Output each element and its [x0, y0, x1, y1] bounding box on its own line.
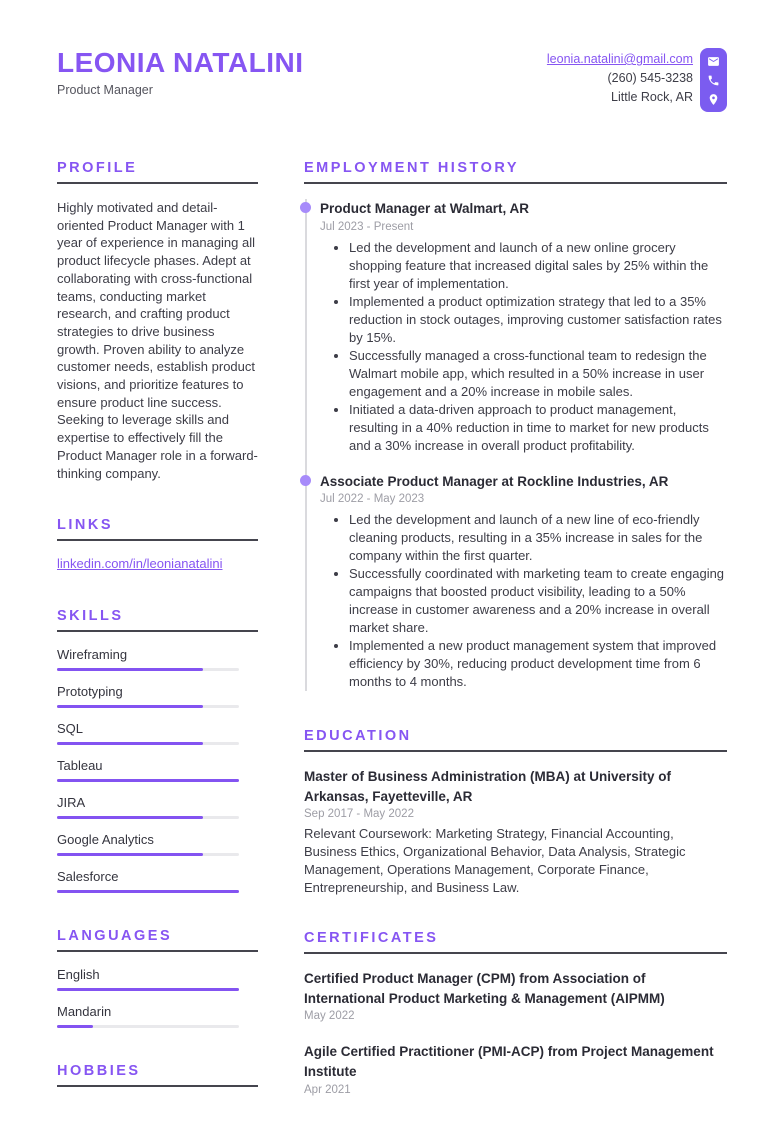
job-title: Product Manager at Walmart, AR [320, 201, 530, 216]
certificate-title: Agile Certified Practitioner (PMI-ACP) from Project Management Institute [304, 1044, 714, 1079]
skill-item [57, 758, 258, 782]
section-links [57, 517, 258, 573]
certificate-title: Certified Product Manager (CPM) from Association of International Product Marketing & Management (AIPMM) [304, 971, 665, 1006]
section-profile [57, 160, 258, 482]
section-education [304, 728, 727, 897]
skill-name: JIRA [57, 795, 86, 811]
job-bullet-list [320, 511, 727, 691]
job-dates: Jul 2022 - May 2023 [320, 493, 425, 506]
contact-icon-bar [700, 48, 727, 112]
job-entry [320, 199, 727, 455]
skill-name: Google Analytics [57, 832, 154, 848]
skill-item [57, 869, 258, 893]
job-bullet: • Successfully managed a cross-functional team to redesign the Walmart mobile app, which resulted in a 50% increase in user engagement and a 20% increase in mobile sales. [349, 347, 727, 401]
skill-bar-track [57, 890, 239, 893]
job-title: Associate Product Manager at Rockline Industries, AR [320, 473, 669, 489]
contact-phone: (260) 545-3238 [607, 71, 693, 85]
location-icon [707, 93, 720, 106]
left-column [57, 160, 258, 1131]
job-bullet-list [320, 239, 727, 455]
contact-location: Little Rock, AR [611, 90, 693, 104]
skill-bar-fill [57, 890, 239, 893]
certificates-heading: CERTIFICATES [304, 930, 727, 954]
languages-heading: LANGUAGES [57, 928, 258, 952]
profile-heading: PROFILE [57, 160, 258, 184]
skill-bar-track [57, 668, 239, 671]
language-item [57, 967, 258, 991]
section-employment [304, 160, 727, 691]
job-bullet: • Successfully coordinated with marketing team to create engaging campaigns that boosted product visibility, leading to a 50% increase in customer awareness and a 20% increase in overall market share. [349, 565, 727, 637]
link-item [57, 556, 258, 573]
education-title: Master of Business Administration (MBA) at University of Arkansas, Fayetteville, AR [304, 769, 672, 804]
language-bar-track [57, 988, 239, 991]
skill-item [57, 721, 258, 745]
timeline-dot-icon [300, 475, 311, 486]
education-dates: Sep 2017 - May 2022 [304, 808, 414, 821]
job-entry [320, 472, 727, 692]
skill-name: Prototyping [57, 684, 123, 700]
contact-block [547, 48, 727, 112]
certificate-entry [304, 969, 727, 1022]
job-dates: Jul 2023 - Present [320, 220, 414, 233]
language-item [57, 1004, 258, 1028]
job-bullet: • Led the development and launch of a new line of eco-friendly cleaning products, resulting in a 35% increase in sales for the company within the first quarter. [349, 511, 727, 565]
skill-item [57, 832, 258, 856]
email-link[interactable]: leonia.natalini@gmail.com [546, 52, 693, 66]
job-bullet: • Initiated a data-driven approach to product management, resulting in a 40% reduction in time to market for new products and a 30% increase in overall product profitability. [349, 401, 727, 455]
phone-icon [707, 74, 720, 87]
education-heading: EDUCATION [304, 728, 727, 752]
skills-heading: SKILLS [57, 608, 258, 632]
header [57, 48, 727, 112]
identity-block [57, 48, 304, 97]
content-columns [57, 160, 727, 1131]
job-bullet: • Led the development and launch of a new online grocery shopping feature that increased digital sales by 25% within the first year of implementation. [349, 239, 727, 293]
person-name: LEONIA NATALINI [57, 47, 304, 78]
skill-name: Wireframing [57, 647, 128, 663]
hobbies-heading: HOBBIES [57, 1063, 258, 1087]
education-description: Relevant Coursework: Marketing Strategy, Financial Accounting, Business Ethics, Organizational Behavior, Data Analysis, Strategic Management, Operations Management, Corporate Finance, Entrepreneurship, and Business Law. [304, 826, 686, 896]
skill-bar-fill [57, 668, 203, 671]
skill-bar-fill [57, 853, 203, 856]
contact-lines [547, 48, 693, 107]
skill-item [57, 795, 258, 819]
skill-bar-track [57, 853, 239, 856]
skill-bar-track [57, 779, 239, 782]
section-skills [57, 608, 258, 893]
skill-bar-track [57, 816, 239, 819]
certificate-dates: Apr 2021 [304, 1083, 351, 1096]
skill-name: Salesforce [57, 869, 119, 885]
mail-icon [707, 55, 720, 68]
skill-item [57, 647, 258, 671]
links-heading: LINKS [57, 517, 258, 541]
skill-bar-fill [57, 705, 203, 708]
education-entry [304, 767, 727, 897]
language-bar-fill [57, 1025, 93, 1028]
skill-name: SQL [57, 721, 84, 737]
skill-item [57, 684, 258, 708]
skill-name: Tableau [57, 758, 103, 774]
person-job-title: Product Manager [57, 83, 153, 98]
job-bullet: • Implemented a new product management system that improved efficiency by 30%, reducing product development time from 6 months to 4 months. [349, 637, 727, 691]
section-certificates [304, 930, 727, 1095]
language-name: English [57, 967, 100, 983]
skill-bar-track [57, 742, 239, 745]
employment-timeline [305, 199, 727, 691]
job-bullet: • Implemented a product optimization strategy that led to a 35% reduction in stock outages, improving customer satisfaction rates by 15%. [349, 293, 727, 347]
profile-text: Highly motivated and detail-oriented Product Manager with 1 year of experience in managing all product lifecycle phases. Adept at collaborating with cross-functional teams, conducting market research, and crafting product strategies to drive business growth. Proven ability to analyze customer needs, establish product visions, and prioritize features to ensure product line success. Seeking to leverage skills and expertise to effectively fill the Product Manager role in a forward-thinking company. [57, 200, 258, 481]
section-languages [57, 928, 258, 1028]
skill-bar-fill [57, 816, 203, 819]
contact-email-row [547, 50, 693, 69]
section-hobbies [57, 1063, 258, 1087]
language-name: Mandarin [57, 1004, 112, 1020]
employment-heading: EMPLOYMENT HISTORY [304, 160, 727, 184]
certificate-entry [304, 1042, 727, 1095]
timeline-dot-icon [300, 202, 311, 213]
linkedin-link[interactable]: linkedin.com/in/leonianatalini [57, 556, 223, 572]
skill-bar-track [57, 705, 239, 708]
language-bar-fill [57, 988, 239, 991]
certificate-dates: May 2022 [304, 1010, 355, 1023]
right-column [304, 160, 727, 1131]
skill-bar-fill [57, 779, 239, 782]
language-bar-track [57, 1025, 239, 1028]
skill-bar-fill [57, 742, 203, 745]
